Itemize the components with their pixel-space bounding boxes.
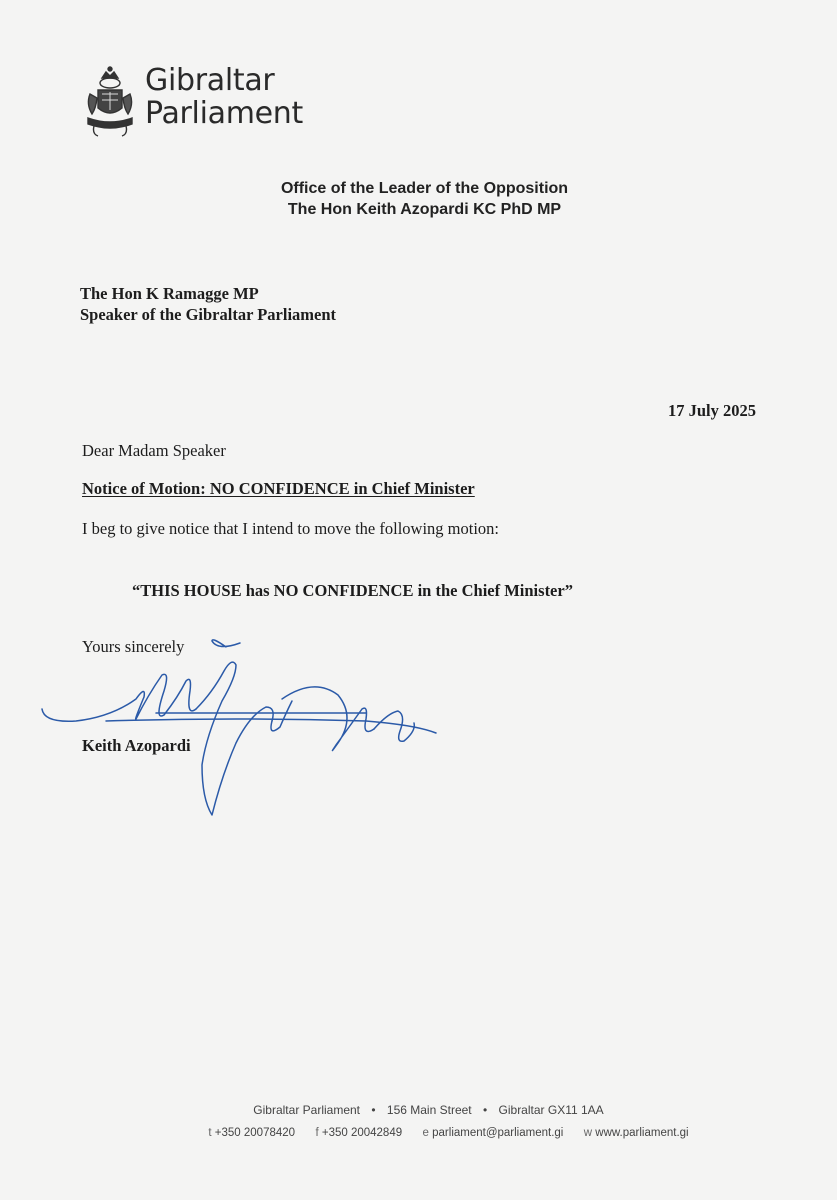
footer-street: 156 Main Street xyxy=(386,1103,472,1117)
signatory-name: Keith Azopardi xyxy=(82,736,191,755)
addressee-block xyxy=(80,283,336,325)
intro-text: I beg to give notice that I intend to move the following motion: xyxy=(82,519,500,538)
web-prefix: w xyxy=(583,1127,593,1139)
email-prefix: e xyxy=(422,1127,429,1139)
letter-date: 17 July 2025 xyxy=(667,401,756,420)
motion-text: “THIS HOUSE has NO CONFIDENCE in the Chief Minister” xyxy=(132,581,573,600)
footer-fax: +350 20042849 xyxy=(321,1127,403,1139)
footer-separator-2: • xyxy=(482,1103,488,1117)
footer-city: Gibraltar GX11 1AA xyxy=(498,1103,604,1117)
office-heading xyxy=(0,178,837,220)
subject-line: Notice of Motion: NO CONFIDENCE in Chief Minister xyxy=(82,479,475,498)
leader-name: The Hon Keith Azopardi KC PhD MP xyxy=(287,201,562,218)
salutation: Dear Madam Speaker xyxy=(82,441,226,460)
wordmark-line-2: Parliament xyxy=(145,96,303,131)
addressee-line-1: The Hon K Ramagge MP xyxy=(80,284,259,303)
footer-email[interactable]: parliament@parliament.gi xyxy=(432,1127,564,1139)
footer-address xyxy=(0,1103,837,1117)
gibraltar-coat-of-arms-icon xyxy=(80,64,140,140)
parliament-wordmark xyxy=(145,64,303,130)
addressee-line-2: Speaker of the Gibraltar Parliament xyxy=(80,305,337,324)
footer-contacts xyxy=(0,1127,837,1139)
handwritten-signature xyxy=(36,625,466,830)
closing-text: Yours sincerely xyxy=(82,637,185,656)
wordmark-line-1: Gibraltar xyxy=(145,63,275,98)
tel-prefix: t xyxy=(208,1127,212,1139)
office-title: Office of the Leader of the Opposition xyxy=(280,180,569,197)
footer-telephone: +350 20078420 xyxy=(214,1127,296,1139)
footer-website[interactable]: www.parliament.gi xyxy=(595,1127,689,1139)
footer-org: Gibraltar Parliament xyxy=(253,1103,361,1117)
fax-prefix: f xyxy=(315,1127,319,1139)
footer-separator-1: • xyxy=(371,1103,376,1117)
